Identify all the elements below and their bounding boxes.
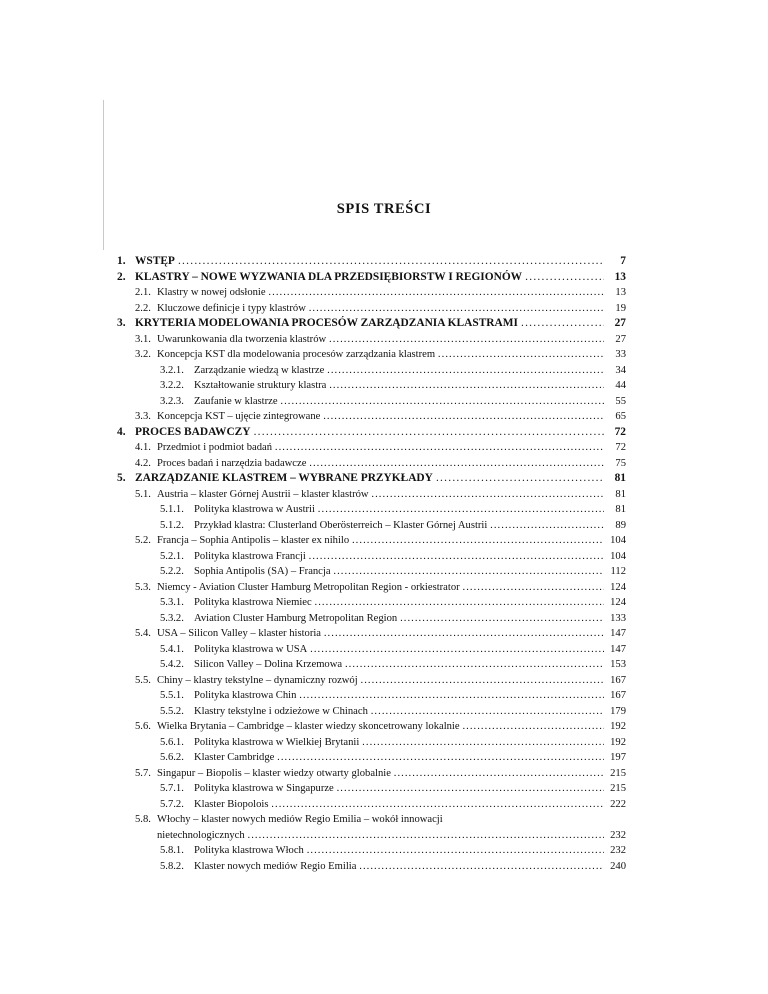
toc-entry-number: 5.6.2. (160, 752, 184, 763)
toc-entry-title: KLASTRY – NOWE WYZWANIA DLA PRZEDSIĘBIORSTW I REGIONÓW (135, 270, 523, 283)
toc-entry-page: 13 (615, 287, 626, 298)
toc-entry-page: 19 (615, 302, 626, 314)
toc-entry-title: Polityka klastrowa w Wielkiej Brytanii (194, 736, 360, 748)
toc-entry-title: Francja – Sophia Antipolis – klaster ex nihilo (157, 535, 350, 546)
toc-entry-number: 5.4.2. (160, 659, 184, 670)
toc-entry-number: 3.1. (135, 333, 151, 345)
toc-entry-title: Przykład klastra: Clusterland Oberösterreich – Klaster Górnej Austrii (194, 519, 488, 531)
toc-entry-number: 1. (117, 255, 126, 267)
toc-entry-page: 197 (610, 752, 626, 763)
toc-entry-title: nietechnologicznych (157, 829, 245, 841)
toc-entry-page: 147 (610, 643, 626, 655)
toc-entry-number: 5.4.1. (160, 643, 184, 655)
toc-entry[interactable] (117, 611, 626, 627)
toc-entry-title: Chiny – klastry tekstylne – dynamiczny rozwój (157, 674, 358, 686)
toc-entry-title: Polityka klastrowa w Austrii (194, 504, 315, 515)
toc-entry-page: 167 (610, 674, 626, 686)
toc-entry-title: USA – Silicon Valley – klaster historia (157, 628, 321, 639)
toc-entry[interactable] (117, 518, 626, 534)
toc-entry[interactable] (117, 409, 626, 425)
toc-entry[interactable] (117, 797, 626, 813)
toc-entry[interactable] (117, 704, 626, 720)
toc-entry[interactable] (117, 254, 626, 270)
toc-entry-page: 72 (614, 425, 626, 438)
toc-entry-page: 112 (610, 566, 626, 577)
toc-entry[interactable] (117, 812, 626, 828)
toc-entry[interactable] (117, 549, 626, 565)
toc-entry[interactable] (117, 828, 626, 844)
toc-entry-title: Kluczowe definicje i typy klastrów (157, 302, 306, 314)
toc-entry-number: 2.2. (135, 302, 151, 314)
toc-entry-page: 222 (610, 798, 626, 810)
toc-entry-page: 55 (615, 395, 626, 407)
toc-entry-page: 89 (615, 519, 626, 531)
toc-entry-number: 5.1.1. (160, 504, 184, 515)
toc-entry[interactable] (117, 781, 626, 797)
toc-entry-title: Klastry w nowej odsłonie (157, 287, 266, 298)
toc-entry-page: 27 (615, 333, 626, 345)
table-of-contents (117, 254, 626, 874)
toc-entry[interactable] (117, 719, 626, 735)
toc-entry-page: 192 (610, 736, 626, 748)
toc-entry-number: 5.5.2. (160, 705, 184, 717)
toc-entry-title: Austria – klaster Górnej Austrii – klaster klastrów (157, 488, 369, 500)
toc-entry-number: 5.3.2. (160, 612, 184, 624)
toc-entry-number: 5.6.1. (160, 736, 184, 748)
toc-entry-page: 27 (614, 317, 626, 329)
toc-entry-number: 5. (117, 472, 126, 484)
toc-entry-number: 4. (117, 425, 126, 438)
toc-entry-title: Polityka klastrowa w USA (194, 643, 308, 655)
toc-entry-number: 3.2.1. (160, 364, 184, 376)
toc-entry-page: 133 (610, 612, 626, 624)
toc-entry-page: 81 (615, 504, 626, 515)
toc-entry-title: ZARZĄDZANIE KLASTREM – WYBRANE PRZYKŁADY (135, 472, 433, 484)
toc-entry-title: Koncepcja KST dla modelowania procesów zarządzania klastrem (157, 349, 436, 360)
toc-entry-title: Uwarunkowania dla tworzenia klastrów (157, 333, 327, 345)
toc-entry-title: Zarządzanie wiedzą w klastrze (194, 364, 325, 376)
toc-entry-page: 240 (610, 860, 626, 872)
toc-entry-page: 81 (615, 488, 626, 500)
toc-entry-page: 232 (610, 845, 626, 856)
toc-entry[interactable] (117, 394, 626, 410)
toc-entry-number: 5.2.2. (160, 566, 184, 577)
toc-entry-title: Klaster Biopolois (194, 798, 269, 810)
toc-entry-page: 44 (615, 380, 626, 391)
toc-entry-page: 215 (610, 767, 626, 779)
toc-entry-title: WSTĘP (135, 255, 175, 267)
toc-entry[interactable] (117, 363, 626, 379)
toc-entry[interactable] (117, 456, 626, 472)
toc-entry-title: Polityka klastrowa Chin (194, 690, 297, 701)
toc-entry-page: 104 (610, 550, 626, 562)
toc-entry-number: 3. (117, 317, 126, 329)
toc-entry[interactable] (117, 285, 626, 301)
toc-entry[interactable] (117, 347, 626, 363)
toc-entry-title: Kształtowanie struktury klastra (194, 380, 327, 391)
toc-entry-number: 4.2. (135, 457, 151, 469)
toc-entry-number: 5.4. (135, 628, 151, 639)
toc-entry-number: 3.2.2. (160, 380, 184, 391)
toc-entry[interactable] (117, 580, 626, 596)
toc-entry-number: 5.5. (135, 674, 151, 686)
toc-entry-number: 5.7.2. (160, 798, 184, 810)
toc-entry-title: Koncepcja KST – ujęcie zintegrowane (157, 411, 321, 422)
toc-entry-number: 5.7.1. (160, 783, 184, 794)
toc-entry-number: 5.1.2. (160, 519, 184, 531)
toc-entry-title: Aviation Cluster Hamburg Metropolitan Region (194, 612, 398, 624)
toc-entry[interactable] (117, 471, 626, 487)
toc-entry[interactable] (117, 440, 626, 456)
toc-entry-number: 5.3. (135, 581, 151, 593)
toc-entry-title: KRYTERIA MODELOWANIA PROCESÓW ZARZĄDZANIA KLASTRAMI (135, 317, 518, 329)
page-title: SPIS TREŚCI (336, 201, 432, 217)
toc-entry-title: Polityka klastrowa Włoch (194, 845, 304, 856)
toc-entry[interactable] (117, 688, 626, 704)
toc-entry[interactable] (117, 316, 626, 332)
toc-entry-number: 5.8.2. (160, 860, 184, 872)
toc-entry-number: 2. (117, 270, 126, 283)
toc-entry[interactable] (117, 673, 626, 689)
toc-entry-number: 3.2.3. (160, 395, 184, 407)
toc-entry-title: Wielka Brytania – Cambridge – klaster wiedzy skoncetrowany lokalnie (157, 721, 460, 732)
toc-entry-title: PROCES BADAWCZY (135, 425, 251, 438)
toc-entry[interactable] (117, 270, 626, 286)
toc-entry-title: Polityka klastrowa Niemiec (194, 597, 312, 608)
toc-entry-page: 124 (610, 581, 626, 593)
toc-entry-number: 5.8. (135, 814, 151, 825)
toc-entry-title: Włochy – klaster nowych mediów Regio Emilia – wokół innowacji (157, 814, 443, 825)
toc-entry-page: 192 (610, 721, 626, 732)
toc-entry-number: 5.8.1. (160, 845, 184, 856)
toc-entry-title: Klaster nowych mediów Regio Emilia (194, 860, 357, 872)
toc-entry-page: 72 (615, 442, 626, 453)
toc-entry-page: 7 (620, 255, 626, 267)
toc-entry[interactable] (117, 332, 626, 348)
toc-entry[interactable] (117, 595, 626, 611)
toc-entry[interactable] (117, 564, 626, 580)
toc-entry[interactable] (117, 766, 626, 782)
toc-entry-number: 5.7. (135, 767, 151, 779)
toc-entry-page: 167 (610, 690, 626, 701)
toc-entry-number: 3.2. (135, 349, 151, 360)
toc-entry-page: 34 (615, 364, 626, 376)
toc-entry-title: Klastry tekstylne i odzieżowe w Chinach (194, 705, 368, 717)
toc-entry-title: Polityka klastrowa w Singapurze (194, 783, 334, 794)
toc-entry-page: 81 (614, 472, 626, 484)
toc-entry-title: Zaufanie w klastrze (194, 395, 278, 407)
toc-entry-page: 13 (614, 270, 626, 283)
toc-entry[interactable] (117, 843, 626, 859)
toc-entry-title: Proces badań i narzędzia badawcze (157, 457, 307, 469)
toc-entry[interactable] (117, 735, 626, 751)
toc-entry-page: 179 (610, 705, 626, 717)
toc-entry[interactable] (117, 859, 626, 875)
toc-entry-number: 2.1. (135, 287, 151, 298)
toc-entry-page: 75 (615, 457, 626, 469)
toc-entry-title: Przedmiot i podmiot badań (157, 442, 273, 453)
toc-entry-number: 4.1. (135, 442, 151, 453)
toc-entry[interactable] (117, 301, 626, 317)
toc-entry-number: 5.2. (135, 535, 151, 546)
toc-entry[interactable] (117, 657, 626, 673)
toc-entry-number: 5.5.1. (160, 690, 184, 701)
toc-entry-title: Singapur – Biopolis – klaster wiedzy otwarty globalnie (157, 767, 391, 779)
toc-entry-number: 5.6. (135, 721, 151, 732)
toc-entry-page: 33 (615, 349, 626, 360)
toc-entry[interactable] (117, 487, 626, 503)
toc-entry-title: Polityka klastrowa Francji (194, 550, 306, 562)
toc-entry-page: 124 (610, 597, 626, 608)
toc-entry[interactable] (117, 425, 626, 441)
toc-entry-number: 5.1. (135, 488, 151, 500)
toc-entry-title: Niemcy - Aviation Cluster Hamburg Metropolitan Region - orkiestrator (157, 581, 460, 593)
toc-entry[interactable] (117, 750, 626, 766)
toc-entry-page: 104 (610, 535, 626, 546)
toc-entry[interactable] (117, 642, 626, 658)
toc-entry-title: Sophia Antipolis (SA) – Francja (194, 566, 331, 577)
toc-entry-number: 5.3.1. (160, 597, 184, 608)
toc-entry[interactable] (117, 533, 626, 549)
toc-entry-page: 215 (610, 783, 626, 794)
toc-entry-page: 153 (610, 659, 626, 670)
toc-entry-page: 65 (615, 411, 626, 422)
toc-entry[interactable] (117, 378, 626, 394)
toc-entry[interactable] (117, 502, 626, 518)
toc-entry-number: 3.3. (135, 411, 151, 422)
toc-entry-title: Klaster Cambridge (194, 752, 275, 763)
toc-entry-page: 147 (610, 628, 626, 639)
toc-entry-page: 232 (610, 829, 626, 841)
toc-entry-number: 5.2.1. (160, 550, 184, 562)
scan-margin-line (103, 100, 104, 250)
toc-entry-title: Silicon Valley – Dolina Krzemowa (194, 659, 343, 670)
toc-entry[interactable] (117, 626, 626, 642)
